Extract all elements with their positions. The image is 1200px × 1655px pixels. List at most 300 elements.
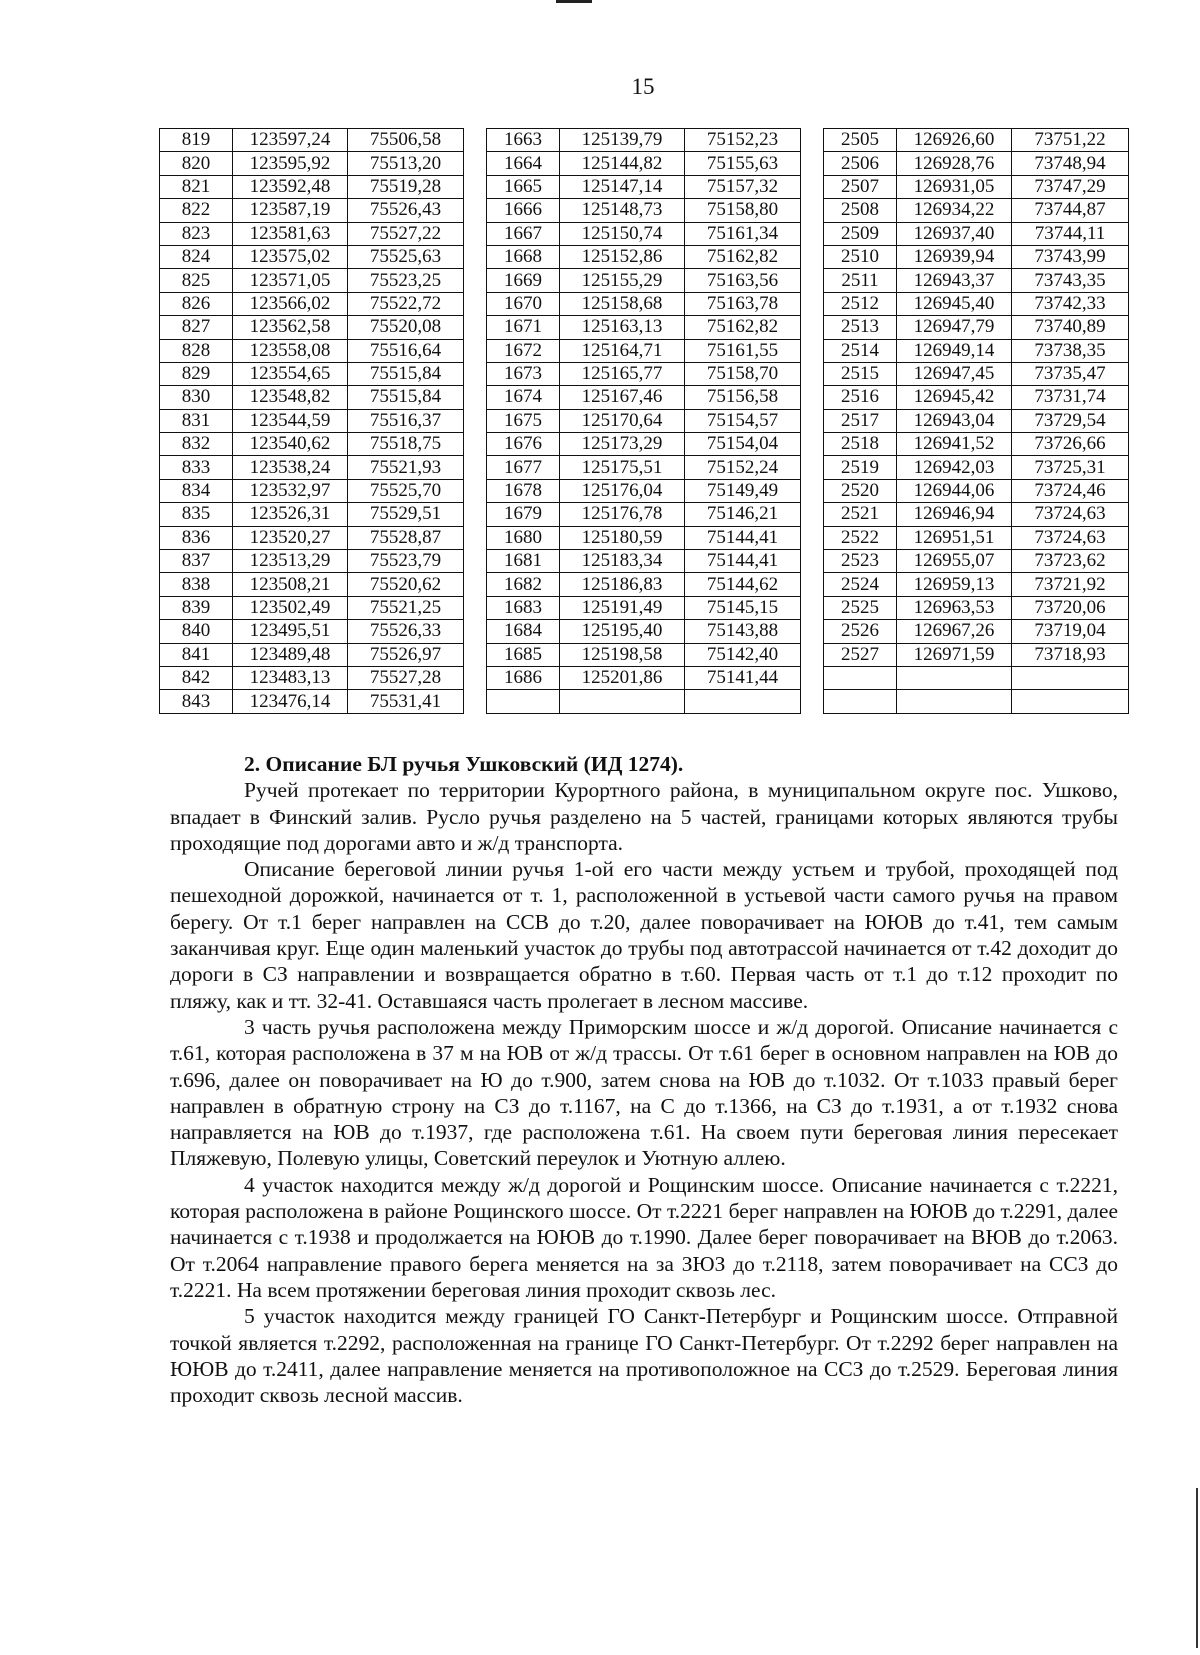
table-cell: 75143,88 [685,620,801,643]
coordinates-table-body [160,129,1129,714]
table-cell: 75161,34 [685,222,801,245]
table-cell: 1677 [487,456,560,479]
table-cell: 75144,41 [685,526,801,549]
table-row [160,175,1129,198]
table-cell: 126971,59 [897,643,1012,666]
table-cell: 123571,05 [233,269,348,292]
table-cell [1012,666,1129,689]
table-cell: 125155,29 [560,269,685,292]
table-cell: 75515,84 [348,362,464,385]
table-cell: 2523 [824,550,897,573]
table-cell: 842 [160,666,233,689]
table-cell: 73729,54 [1012,409,1129,432]
table-cell: 125163,13 [560,316,685,339]
table-cell: 1668 [487,245,560,268]
table-cell: 1684 [487,620,560,643]
table-cell: 831 [160,409,233,432]
table-cell: 125180,59 [560,526,685,549]
table-cell: 126947,45 [897,362,1012,385]
table-gap-cell [801,269,824,292]
table-cell: 126959,13 [897,573,1012,596]
table-gap-cell [801,245,824,268]
table-gap-cell [464,503,487,526]
table-gap-cell [801,596,824,619]
table-row [160,292,1129,315]
table-cell: 73743,35 [1012,269,1129,292]
table-cell: 73721,92 [1012,573,1129,596]
table-cell: 126963,53 [897,596,1012,619]
table-cell: 75142,40 [685,643,801,666]
table-cell: 123476,14 [233,690,348,713]
table-cell: 75154,04 [685,433,801,456]
table-cell: 75163,56 [685,269,801,292]
table-gap-cell [464,409,487,432]
table-cell: 75525,70 [348,479,464,502]
table-cell: 75155,63 [685,152,801,175]
table-cell: 1680 [487,526,560,549]
table-cell: 123513,29 [233,550,348,573]
table-cell: 825 [160,269,233,292]
paragraph-intro: Ручей протекает по территории Курортного района, в муниципальном округе пос. Ушково, впадает в Финский залив. Русло ручья разделено на 5 частей, границами которых являются трубы проходящие под дорогами авто и ж/д транспорта. [170,778,1118,855]
table-cell: 125167,46 [560,386,685,409]
paragraph-part-4: 4 участок находится между ж/д дорогой и Рощинским шоссе. Описание начинается с т.2221, которая расположена в районе Рощинского шоссе. От т.2221 берег направлен на ЮЮВ до т.2291, далее начинается с т.1938 и продолжается на ЮЮВ до т.1990. Далее берег поворачивает на ВЮВ до т.2063. От т.2064 направление правого берега меняется на за ЗЮЗ до т.2118, затем поворачивает на ССЗ до т.2221. На всем протяжении береговая линия проходит сквозь лес. [170,1172,1118,1302]
table-gap-cell [801,409,824,432]
table-cell: 123587,19 [233,199,348,222]
scan-artifact-mark [556,0,592,3]
table-cell: 75152,23 [685,129,801,152]
table-row [160,643,1129,666]
table-cell: 75163,78 [685,292,801,315]
table-cell: 126928,76 [897,152,1012,175]
table-gap-cell [801,199,824,222]
table-gap-cell [801,666,824,689]
table-cell: 75527,22 [348,222,464,245]
table-cell: 75531,41 [348,690,464,713]
table-row [160,245,1129,268]
table-cell: 2521 [824,503,897,526]
table-gap-cell [801,222,824,245]
table-gap-cell [801,386,824,409]
table-cell: 73723,62 [1012,550,1129,573]
table-cell: 838 [160,573,233,596]
table-cell: 125139,79 [560,129,685,152]
table-gap-cell [801,690,824,713]
table-cell: 1682 [487,573,560,596]
table-gap-cell [464,620,487,643]
table-cell: 123562,58 [233,316,348,339]
table-gap-cell [464,479,487,502]
table-cell: 125144,82 [560,152,685,175]
table-cell: 836 [160,526,233,549]
table-cell: 123581,63 [233,222,348,245]
table-row [160,129,1129,152]
table-cell: 123520,27 [233,526,348,549]
table-cell: 75141,44 [685,666,801,689]
table-cell: 834 [160,479,233,502]
table-row [160,199,1129,222]
table-cell [824,666,897,689]
table-gap-cell [464,316,487,339]
table-cell: 73724,63 [1012,503,1129,526]
table-cell: 125201,86 [560,666,685,689]
table-cell: 832 [160,433,233,456]
table-cell: 2516 [824,386,897,409]
coordinates-table [159,128,1129,714]
table-cell: 75158,70 [685,362,801,385]
table-row [160,666,1129,689]
table-cell: 2519 [824,456,897,479]
table-cell: 126951,51 [897,526,1012,549]
table-cell: 73735,47 [1012,362,1129,385]
table-cell: 73724,63 [1012,526,1129,549]
table-gap-cell [801,456,824,479]
table-cell: 1675 [487,409,560,432]
table-cell: 75162,82 [685,316,801,339]
table-cell: 830 [160,386,233,409]
table-cell: 75519,28 [348,175,464,198]
table-gap-cell [801,362,824,385]
table-cell: 126945,42 [897,386,1012,409]
section-text [170,751,1118,1408]
table-cell: 75527,28 [348,666,464,689]
table-cell: 2525 [824,596,897,619]
table-gap-cell [464,129,487,152]
paragraph-part-1: Описание береговой линии ручья 1-ой его части между устьем и трубой, проходящей под пешеходной дорожкой, начинается от т. 1, расположенной в устьевой части самого ручья на правом берегу. От т.1 берег направлен на ССВ до т.20, далее поворачивает на ЮЮВ до т.41, тем самым заканчивая круг. Еще один маленький участок до трубы под автотрассой начинается от т.42 доходит до дороги в СЗ направлении и возвращается обратно в т.60. Первая часть от т.1 до т.12 проходит по пляжу, как и тт. 32-41. Оставшаяся часть пролегает в лесном массиве. [170,857,1118,1013]
table-cell: 75506,58 [348,129,464,152]
table-gap-cell [801,573,824,596]
table-cell: 840 [160,620,233,643]
table-cell: 123558,08 [233,339,348,362]
table-cell: 125195,40 [560,620,685,643]
table-gap-cell [464,245,487,268]
table-gap-cell [801,503,824,526]
table-cell: 75526,33 [348,620,464,643]
table-cell: 1664 [487,152,560,175]
table-cell: 125176,04 [560,479,685,502]
paragraph-part-3: 3 часть ручья расположена между Приморским шоссе и ж/д дорогой. Описание начинается с т.61, которая расположена в 37 м на ЮВ от ж/д трассы. От т.61 берег в основном направлен на ЮВ до т.696, далее он поворачивает на Ю до т.900, затем снова на ЮВ до т.1032. От т.1033 правый берег направлен в обратную строну на СЗ до т.1167, на С до т.1366, на СЗ до т.1931, а от т.1932 снова направляется на ЮВ до т.1937, где расположена т.61. На своем пути береговая линия пересекает Пляжевую, Полевую улицы, Советский переулок и Уютную аллею. [170,1014,1118,1171]
table-cell: 126967,26 [897,620,1012,643]
table-cell: 123495,51 [233,620,348,643]
table-cell [487,690,560,713]
table-cell: 1663 [487,129,560,152]
table-cell: 125147,14 [560,175,685,198]
table-cell: 835 [160,503,233,526]
table-cell: 1667 [487,222,560,245]
table-cell: 2512 [824,292,897,315]
table-row [160,503,1129,526]
table-cell: 75523,25 [348,269,464,292]
table-cell: 843 [160,690,233,713]
table-cell: 126943,37 [897,269,1012,292]
table-row [160,316,1129,339]
table-cell: 73738,35 [1012,339,1129,362]
table-cell: 75518,75 [348,433,464,456]
table-gap-cell [464,199,487,222]
table-gap-cell [801,433,824,456]
section-heading: 2. Описание БЛ ручья Ушковский (ИД 1274). [244,752,684,776]
table-cell: 126949,14 [897,339,1012,362]
table-row [160,620,1129,643]
table-cell: 75158,80 [685,199,801,222]
table-gap-cell [464,362,487,385]
table-cell: 2506 [824,152,897,175]
table-gap-cell [801,479,824,502]
table-cell: 1666 [487,199,560,222]
table-gap-cell [801,129,824,152]
table-cell [1012,690,1129,713]
table-cell: 125176,78 [560,503,685,526]
table-row [160,596,1129,619]
table-cell: 75145,15 [685,596,801,619]
table-cell: 75157,32 [685,175,801,198]
table-cell: 75528,87 [348,526,464,549]
table-cell: 73718,93 [1012,643,1129,666]
table-cell: 126945,40 [897,292,1012,315]
table-cell: 824 [160,245,233,268]
table-cell: 73751,22 [1012,129,1129,152]
table-gap-cell [464,339,487,362]
table-cell: 126934,22 [897,199,1012,222]
table-cell: 125165,77 [560,362,685,385]
table-cell: 73748,94 [1012,152,1129,175]
table-cell: 123532,97 [233,479,348,502]
table-cell: 73744,11 [1012,222,1129,245]
table-cell: 75162,82 [685,245,801,268]
table-gap-cell [464,573,487,596]
table-gap-cell [464,690,487,713]
table-cell: 123544,59 [233,409,348,432]
table-cell: 827 [160,316,233,339]
table-cell: 819 [160,129,233,152]
table-cell: 73744,87 [1012,199,1129,222]
table-cell: 125148,73 [560,199,685,222]
table-row [160,152,1129,175]
table-cell: 1686 [487,666,560,689]
page-number: 15 [631,74,655,99]
table-gap-cell [464,152,487,175]
table-gap-cell [801,175,824,198]
table-row [160,479,1129,502]
table-row [160,526,1129,549]
table-cell: 125164,71 [560,339,685,362]
table-cell: 1678 [487,479,560,502]
table-cell: 75526,97 [348,643,464,666]
table-cell: 839 [160,596,233,619]
table-cell: 1681 [487,550,560,573]
table-cell: 820 [160,152,233,175]
table-cell: 75522,72 [348,292,464,315]
table-cell: 1665 [487,175,560,198]
table-cell: 828 [160,339,233,362]
table-row [160,690,1129,713]
table-cell: 126937,40 [897,222,1012,245]
table-gap-cell [464,433,487,456]
table-gap-cell [464,269,487,292]
table-cell: 123489,48 [233,643,348,666]
table-cell: 126946,94 [897,503,1012,526]
table-cell: 125158,68 [560,292,685,315]
table-cell: 123483,13 [233,666,348,689]
scan-edge-line [1196,1488,1198,1648]
table-cell: 75523,79 [348,550,464,573]
table-cell: 123508,21 [233,573,348,596]
table-cell: 2524 [824,573,897,596]
table-cell: 826 [160,292,233,315]
table-gap-cell [801,152,824,175]
table-cell: 1685 [487,643,560,666]
table-cell [824,690,897,713]
table-cell: 2518 [824,433,897,456]
table-cell: 123575,02 [233,245,348,268]
table-cell: 1683 [487,596,560,619]
table-cell: 75526,43 [348,199,464,222]
table-cell: 73743,99 [1012,245,1129,268]
table-cell: 829 [160,362,233,385]
table-gap-cell [464,175,487,198]
table-cell: 125186,83 [560,573,685,596]
table-cell: 837 [160,550,233,573]
table-gap-cell [464,456,487,479]
table-cell: 75513,20 [348,152,464,175]
table-cell: 75515,84 [348,386,464,409]
table-row [160,269,1129,292]
table-cell [685,690,801,713]
table-cell: 123538,24 [233,456,348,479]
table-gap-cell [801,339,824,362]
table-row [160,456,1129,479]
table-cell: 73724,46 [1012,479,1129,502]
table-cell: 1679 [487,503,560,526]
table-cell: 75149,49 [685,479,801,502]
table-cell: 123540,62 [233,433,348,456]
table-cell: 73731,74 [1012,386,1129,409]
paragraph-part-5: 5 участок находится между границей ГО Санкт-Петербург и Рощинским шоссе. Отправной точкой является т.2292, расположенная на границе ГО Санкт-Петербург. От т.2292 берег направлен на ЮЮВ до т.2411, далее направление меняется на противоположное на ССЗ до т.2529. Береговая линия проходит сквозь лесной массив. [170,1304,1118,1408]
table-cell: 75516,37 [348,409,464,432]
table-gap-cell [801,292,824,315]
table-cell: 73720,06 [1012,596,1129,619]
table-cell: 1674 [487,386,560,409]
table-cell: 126939,94 [897,245,1012,268]
table-cell: 123597,24 [233,129,348,152]
table-cell: 73740,89 [1012,316,1129,339]
table-row [160,573,1129,596]
table-cell: 75161,55 [685,339,801,362]
table-gap-cell [464,292,487,315]
table-gap-cell [464,222,487,245]
table-row [160,550,1129,573]
table-gap-cell [801,620,824,643]
table-gap-cell [801,316,824,339]
table-cell: 2505 [824,129,897,152]
table-cell: 73726,66 [1012,433,1129,456]
table-cell: 126926,60 [897,129,1012,152]
table-cell: 1670 [487,292,560,315]
table-cell: 123566,02 [233,292,348,315]
table-cell: 75516,64 [348,339,464,362]
table-gap-cell [801,526,824,549]
table-gap-cell [464,550,487,573]
table-cell: 2513 [824,316,897,339]
table-cell: 2514 [824,339,897,362]
table-cell: 125150,74 [560,222,685,245]
table-cell: 126944,06 [897,479,1012,502]
table-cell: 73742,33 [1012,292,1129,315]
table-gap-cell [464,666,487,689]
table-cell [897,666,1012,689]
table-cell: 1671 [487,316,560,339]
table-cell: 73719,04 [1012,620,1129,643]
table-cell: 1672 [487,339,560,362]
table-cell: 125152,86 [560,245,685,268]
table-cell: 125170,64 [560,409,685,432]
table-cell: 75144,62 [685,573,801,596]
table-cell: 2510 [824,245,897,268]
table-cell: 123554,65 [233,362,348,385]
table-cell: 75529,51 [348,503,464,526]
table-cell: 2511 [824,269,897,292]
table-cell [897,690,1012,713]
table-gap-cell [464,596,487,619]
table-cell: 2515 [824,362,897,385]
table-cell: 841 [160,643,233,666]
table-cell: 1676 [487,433,560,456]
table-cell: 1673 [487,362,560,385]
table-cell: 2517 [824,409,897,432]
table-cell: 1669 [487,269,560,292]
table-cell: 126942,03 [897,456,1012,479]
table-cell: 75156,58 [685,386,801,409]
table-cell: 123526,31 [233,503,348,526]
table-gap-cell [464,386,487,409]
table-cell: 123548,82 [233,386,348,409]
table-gap-cell [801,550,824,573]
table-row [160,362,1129,385]
table-row [160,222,1129,245]
table-cell: 2526 [824,620,897,643]
table-row [160,409,1129,432]
table-row [160,339,1129,362]
table-cell: 125191,49 [560,596,685,619]
table-cell: 75152,24 [685,456,801,479]
table-cell: 123502,49 [233,596,348,619]
table-cell: 123592,48 [233,175,348,198]
table-gap-cell [464,643,487,666]
table-cell: 75521,93 [348,456,464,479]
table-cell: 2522 [824,526,897,549]
table-cell: 126931,05 [897,175,1012,198]
table-cell: 822 [160,199,233,222]
table-cell: 823 [160,222,233,245]
table-cell: 821 [160,175,233,198]
table-cell: 75146,21 [685,503,801,526]
table-cell: 833 [160,456,233,479]
table-cell: 75525,63 [348,245,464,268]
table-cell: 125198,58 [560,643,685,666]
table-cell: 125173,29 [560,433,685,456]
table-cell: 125175,51 [560,456,685,479]
table-cell: 2527 [824,643,897,666]
table-cell: 75520,62 [348,573,464,596]
table-cell: 75154,57 [685,409,801,432]
table-cell: 126947,79 [897,316,1012,339]
table-cell: 75144,41 [685,550,801,573]
table-cell: 73747,29 [1012,175,1129,198]
table-cell [560,690,685,713]
table-cell: 2508 [824,199,897,222]
table-cell: 73725,31 [1012,456,1129,479]
table-cell: 126955,07 [897,550,1012,573]
table-gap-cell [801,643,824,666]
